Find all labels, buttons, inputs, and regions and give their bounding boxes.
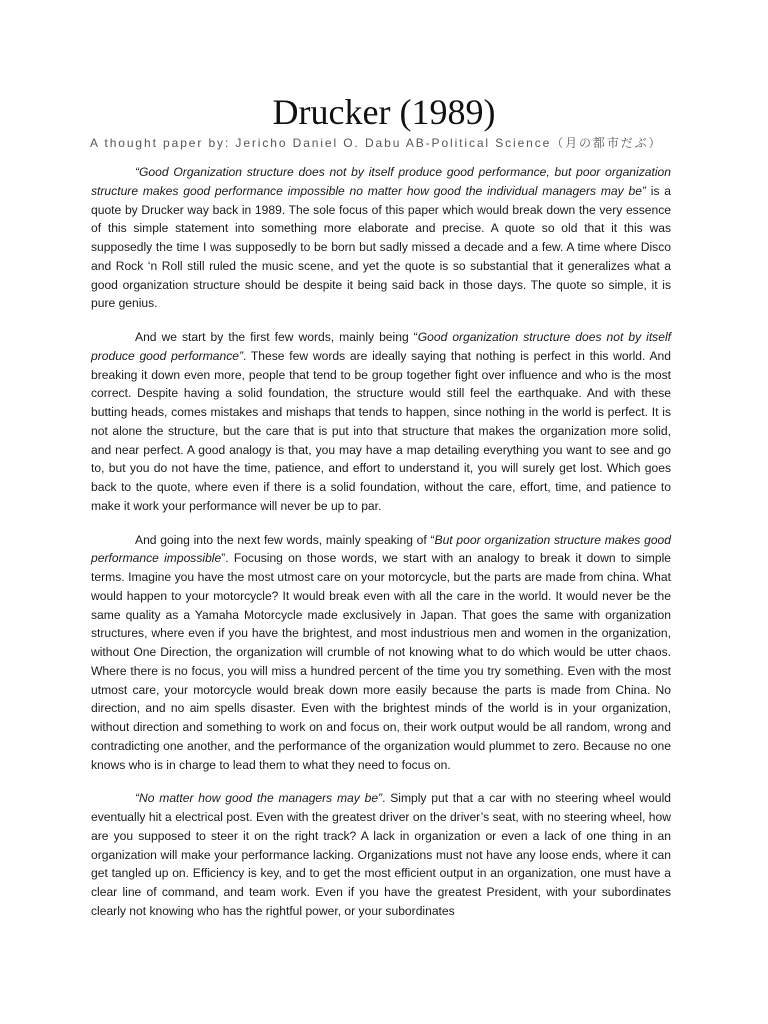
paragraph-lead: And going into the next few words, mainly speaking of “: [135, 532, 435, 547]
paragraph-4: [91, 789, 671, 920]
page-title: Drucker (1989): [272, 92, 496, 132]
paragraph-3: [91, 531, 671, 775]
author-byline: A thought paper by: Jericho Daniel O. Dabu AB-Political Science（月の都市だぶ）: [90, 136, 663, 150]
paragraph-text: is a quote by Drucker way back in 1989. The sole focus of this paper which would break down the very essence of this simple statement into something more elaborate and precise. A quote so old that it this was supposedly the time I was supposedly to be born but sadly missed a decade and a few. A time where Disco and Rock ‘n Roll still ruled the music scene, and yet the quote is so substantial that it generalizes what a good organization structure should be despite it being said back in those days. The quote so simple, it is pure genius.: [91, 183, 671, 311]
paragraph-text: . Simply put that a car with no steering wheel would eventually hit a electrical post. Even with the greatest driver on the driver’s seat, with no steering wheel, how are you supposed to steer it on the right track? A lack in organization or even a lack of one thing in an organization will make your performance lacking. Organizations must not have any loose ends, where it can get tangled up on. Efficiency is key, and to get the most efficient output in an organization, one must have a clear line of command, and team work. Even if you have the greatest President, with your subordinates clearly not knowing who has the rightful power, or your subordinates: [91, 791, 671, 918]
paragraph-text: ”. Focusing on those words, we start with an analogy to break it down to simple terms. Imagine you have the most utmost care on your motorcycle, but the parts are made from china. What would happen to your motorcycle? It would break even with all the care in the world. It would never be the same quality as a Yamaha Motorcycle made exclusively in Japan. That goes the same with organization structures, where even if you have the brightest, and most industrious men and women in the organization, without One Direction, the organization will crumble of not knowing what to do which would be utter chaos. Where there is no focus, you will miss a hundred percent of the time you try something. Even with the most utmost care, your motorcycle would break down more easily because the parts is made from China. No direction, and no aim spells disaster. Even with the brightest minds of the world is in your organization, without direction and something to work on and focus on, their work output would be all random, wrong and contradicting one another, and the performance of the organization would plummet to zero. Because no one knows who is in charge to lead them to what they need to focus on.: [91, 551, 671, 772]
quote-text: “No matter how good the managers may be”: [135, 791, 383, 806]
quote-text: Good organization structure does not by itself produce good performance”: [91, 330, 672, 363]
paragraph-text: . These few words are ideally saying that nothing is perfect in this world. And breaking it down even more, people that tend to be group together fight over influence and who is the most correct. Despite having a solid foundation, the structure would still feel the earthquake. And with these butting heads, comes mistakes and mishaps that tends to happen, since nothing in the world is perfect. It is not alone the structure, but the care that is put into that structure that makes the organization more solid, and near perfect. A good analogy is that, you may have a map detailing everything you want to see and go to, but you do not have the time, patience, and effort to understand it, you will surely get lost. Which goes back to the quote, where even if there is a solid foundation, without the care, effort, time, and patience to make it work your performance will never be up to par.: [91, 348, 671, 513]
paragraph-2: [91, 328, 671, 516]
document-body: [91, 163, 671, 936]
paragraph-lead: And we start by the first few words, mainly being “: [135, 330, 418, 344]
quote-text: But poor organization structure makes good performance impossible: [91, 532, 671, 566]
quote-text: “Good Organization structure does not by itself produce good performance, but poor organization structure makes good performance impossible no matter how good the individual managers may be”: [91, 165, 671, 198]
paragraph-1: [91, 163, 671, 313]
